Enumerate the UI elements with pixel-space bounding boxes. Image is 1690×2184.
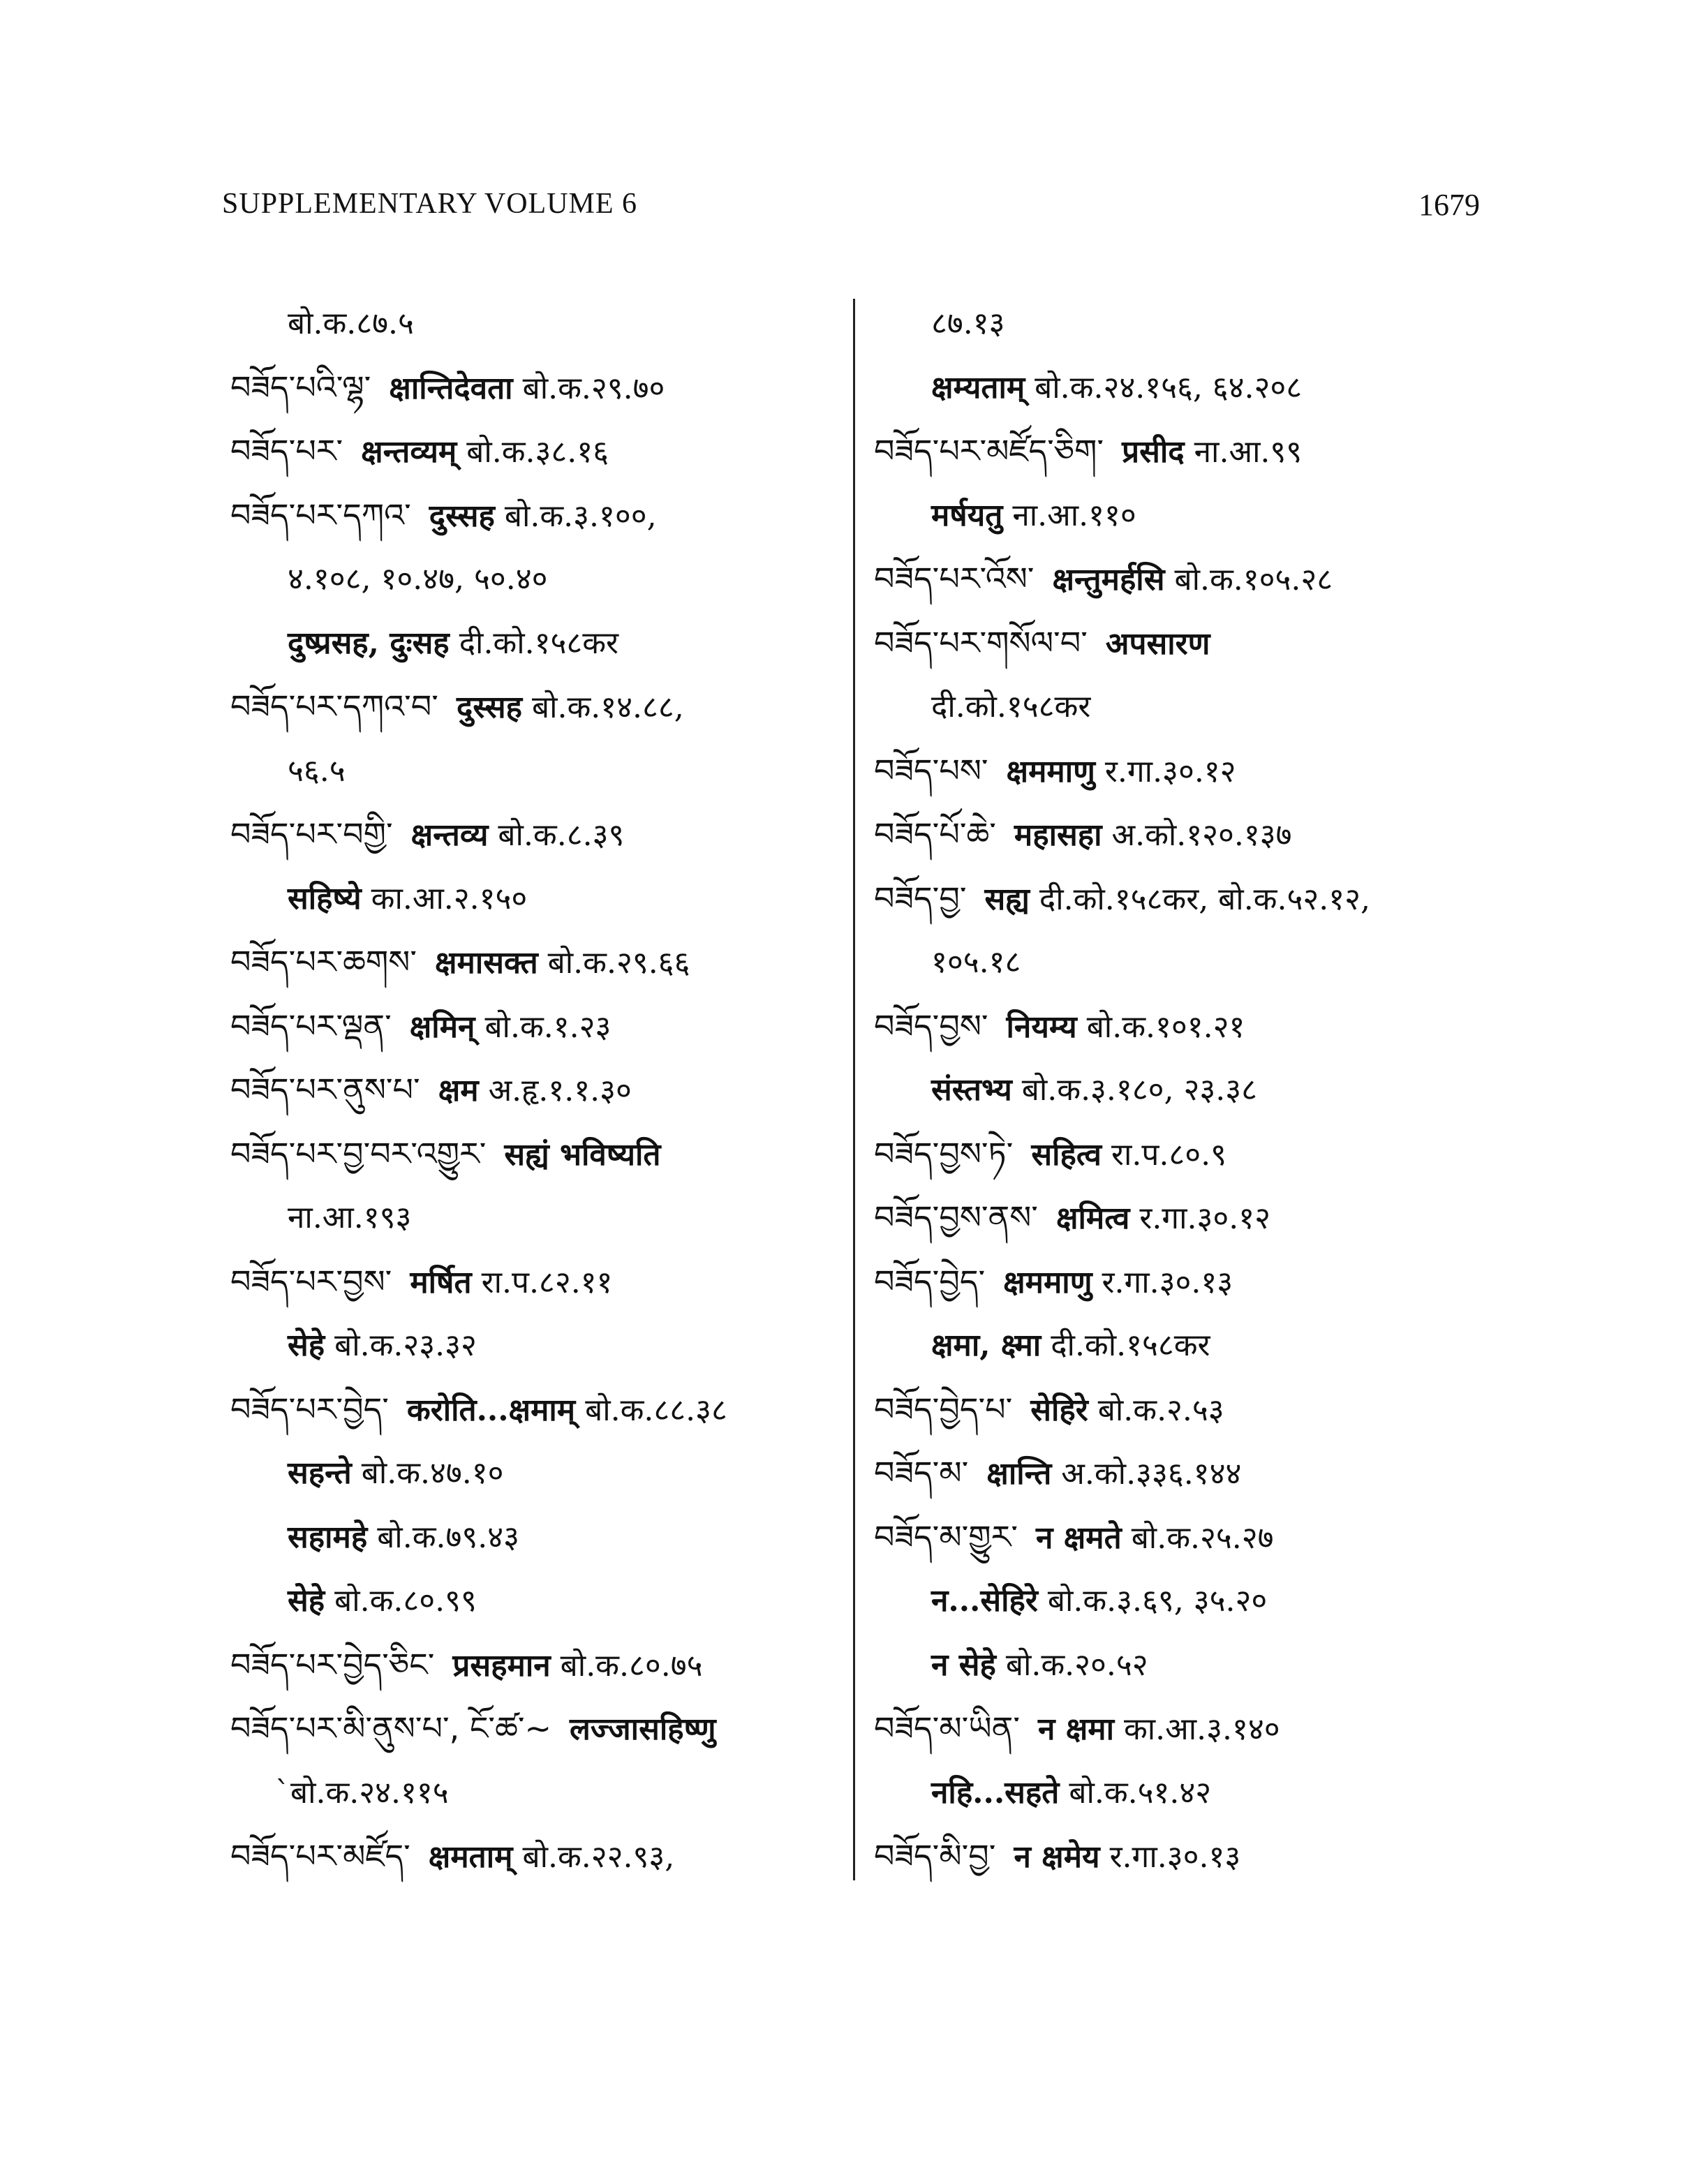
- dictionary-entry: [874, 995, 1488, 1059]
- sanskrit-equivalent: न...सेहिरे: [931, 1583, 1038, 1619]
- sanskrit-equivalent: मर्षयतु: [931, 497, 1003, 533]
- source-reference: बो.क.२.५३: [1097, 1392, 1224, 1428]
- source-reference: ४.१०८, १०.४७, ५०.४०: [288, 561, 548, 597]
- tibetan-headword: བཟོད་བྱས་ནས་: [874, 1198, 1038, 1236]
- source-reference: दी.को.१५८कर, बो.क.५२.१२,: [1039, 881, 1370, 917]
- sanskrit-equivalent: न क्षमा: [1037, 1711, 1114, 1747]
- source-reference: बो.क.३८.१६: [466, 434, 609, 470]
- dictionary-entry: [874, 867, 1488, 931]
- tibetan-headword: བཟོད་པར་བྱེད་ཅིང་: [230, 1645, 435, 1684]
- entry-continuation: [874, 356, 1488, 420]
- source-reference: बो.क.२५.२७: [1131, 1520, 1274, 1556]
- entry-continuation: [874, 484, 1488, 548]
- source-reference: बो.क.८०.९९: [334, 1583, 477, 1619]
- dictionary-entry: [874, 803, 1488, 867]
- dictionary-entry: [230, 1697, 845, 1761]
- dictionary-entry: [874, 1250, 1488, 1314]
- tibetan-headword: བཟོད་བྱས་: [874, 1006, 988, 1045]
- sanskrit-equivalent: क्षन्तव्यम्: [361, 434, 457, 470]
- source-reference: `बो.क.२४.११५: [275, 1774, 449, 1811]
- sanskrit-equivalent: सहामहे: [288, 1519, 368, 1555]
- entry-continuation: [230, 547, 845, 611]
- dictionary-entry: [874, 739, 1488, 803]
- source-reference: अ.को.१२०.१३७: [1111, 817, 1292, 853]
- sanskrit-equivalent: क्षमासक्त: [434, 945, 538, 981]
- source-reference: बो.क.४७.१०: [361, 1455, 504, 1491]
- dictionary-entry: [874, 1378, 1488, 1442]
- tibetan-headword: བཟོད་པར་ཆགས་: [230, 943, 417, 981]
- source-reference: बो.क.२०.५२: [1005, 1647, 1148, 1683]
- source-reference: दी.को.१५८कर: [459, 625, 619, 661]
- entry-continuation: [230, 1441, 845, 1506]
- sanskrit-equivalent: क्षमा, क्ष्मा: [931, 1328, 1042, 1363]
- running-title: SUPPLEMENTARY VOLUME 6: [222, 188, 638, 220]
- dictionary-entry: [874, 1506, 1488, 1570]
- tibetan-headword: བཟོད་པོ་ཆེ་: [874, 815, 996, 853]
- entry-continuation: [874, 675, 1488, 739]
- source-reference: रा.प.८०.९: [1111, 1136, 1226, 1173]
- sanskrit-equivalent: न सेहे: [931, 1647, 996, 1683]
- tibetan-headword: བཟོད་མ་ཡིན་: [874, 1709, 1020, 1747]
- tibetan-headword: བཟོད་པར་བྱས་: [230, 1262, 392, 1300]
- source-reference: ना.आ.९९: [1194, 434, 1303, 470]
- source-reference: बो.क.८.३९: [498, 817, 625, 853]
- sanskrit-equivalent: दुष्प्रसह, दुःसह: [288, 625, 450, 661]
- sanskrit-equivalent: सेहिरे: [1030, 1392, 1088, 1428]
- dictionary-entry: [874, 1122, 1488, 1187]
- source-reference: अ.हृ.१.१.३०: [488, 1073, 632, 1108]
- source-reference: बो.क.२९.७०: [522, 370, 665, 406]
- sanskrit-equivalent: क्षमताम्: [428, 1839, 513, 1875]
- source-reference: बो.क.८८.३८: [585, 1392, 727, 1428]
- source-reference: बो.क.३.१००,: [504, 498, 657, 534]
- sanskrit-equivalent: संस्तभ्य: [931, 1072, 1012, 1108]
- source-reference: र.गा.३०.१३: [1109, 1839, 1241, 1875]
- dictionary-entry: [230, 995, 845, 1059]
- source-reference: बो.क.१०५.२८: [1174, 562, 1333, 597]
- source-reference: ना.आ.११०: [1012, 497, 1136, 533]
- source-reference: बो.क.८७.५: [288, 306, 414, 341]
- sanskrit-equivalent: सह्यं भविष्यति: [504, 1136, 661, 1173]
- source-reference: बो.क.१४.८८,: [531, 690, 684, 725]
- column-divider: [853, 299, 855, 1880]
- entry-continuation: [874, 1314, 1488, 1378]
- tibetan-headword: བཟོད་མི་བྱ་: [874, 1837, 996, 1875]
- dictionary-entry: [230, 1122, 845, 1187]
- source-reference: का.आ.२.१५०: [371, 880, 528, 916]
- tibetan-headword: བཟོད་བྱེད་: [874, 1262, 986, 1300]
- source-reference: दी.को.१५८कर: [1051, 1328, 1210, 1363]
- sanskrit-equivalent: न क्षमते: [1036, 1520, 1122, 1556]
- dictionary-entry: [874, 419, 1488, 484]
- dictionary-entry: [230, 356, 845, 420]
- left-column: [230, 292, 845, 1889]
- sanskrit-equivalent: दुस्सह: [429, 498, 495, 534]
- entry-continuation: [874, 1761, 1488, 1825]
- sanskrit-equivalent: दुस्सह: [456, 690, 522, 725]
- sanskrit-equivalent: क्षममाणु: [1003, 1264, 1092, 1300]
- source-reference: ५६.५: [288, 752, 346, 789]
- tibetan-headword: བཟོད་པར་མི་ནུས་པ་, ངོ་ཚ་~: [230, 1709, 552, 1747]
- tibetan-headword: བཟོད་པར་བགྱི་: [230, 815, 393, 853]
- dictionary-entry: [874, 1697, 1488, 1761]
- source-reference: अ.को.३३६.१४४: [1061, 1456, 1242, 1492]
- dictionary-entry: [230, 419, 845, 484]
- dictionary-entry: [230, 1633, 845, 1698]
- tibetan-headword: བཟོད་བྱས་ཏེ་: [874, 1134, 1014, 1173]
- tibetan-headword: བཟོད་པར་ལྡན་: [230, 1006, 392, 1045]
- entry-continuation: [874, 930, 1488, 995]
- entry-continuation: [874, 1569, 1488, 1633]
- entry-continuation: [230, 1186, 845, 1250]
- source-reference: बो.क.५१.४२: [1069, 1774, 1212, 1811]
- source-reference: र.गा.३०.१२: [1104, 753, 1236, 789]
- source-reference: १०५.१८: [931, 944, 1021, 980]
- entry-continuation: [230, 739, 845, 803]
- source-reference: र.गा.३०.१२: [1139, 1201, 1270, 1236]
- sanskrit-equivalent: मर्षित: [410, 1264, 472, 1300]
- sanskrit-equivalent: करोति...क्षमाम्: [406, 1392, 576, 1428]
- source-reference: बो.क.३.६९, ३५.२०: [1047, 1583, 1268, 1619]
- source-reference: रा.प.८२.११: [481, 1264, 613, 1300]
- tibetan-headword: བཟོད་བྱེད་པ་: [874, 1390, 1013, 1428]
- tibetan-headword: བཟོད་པར་མཛོད་: [230, 1837, 410, 1875]
- sanskrit-equivalent: क्षम: [438, 1073, 479, 1108]
- dictionary-entry: [874, 1825, 1488, 1889]
- sanskrit-equivalent: क्षम्यताम्: [931, 369, 1025, 406]
- sanskrit-equivalent: लज्जासहिष्णु: [570, 1711, 716, 1747]
- sanskrit-equivalent: सहित्व: [1031, 1136, 1102, 1173]
- dictionary-entry: [874, 547, 1488, 611]
- dictionary-entry: [230, 1058, 845, 1122]
- tibetan-headword: བཟོད་པར་དཀའ་: [230, 496, 411, 534]
- sanskrit-equivalent: क्षमिन्: [409, 1009, 475, 1045]
- sanskrit-equivalent: प्रसीद: [1122, 434, 1185, 470]
- page-number: 1679: [1418, 188, 1480, 222]
- tibetan-headword: བཟོད་པར་ནུས་པ་: [230, 1071, 420, 1108]
- sanskrit-equivalent: क्षन्तुमर्हसि: [1052, 562, 1165, 597]
- entry-continuation: [874, 292, 1488, 356]
- sanskrit-equivalent: सेहे: [288, 1583, 325, 1619]
- dictionary-entry: [874, 611, 1488, 676]
- dictionary-entry: [230, 803, 845, 867]
- sanskrit-equivalent: महासहा: [1014, 817, 1102, 853]
- entry-continuation: [230, 1761, 845, 1825]
- source-reference: बो.क.२२.९३,: [522, 1839, 675, 1875]
- sanskrit-equivalent: प्रसहमान: [452, 1647, 551, 1684]
- tibetan-headword: བཟོད་པར་གསོལ་བ་: [874, 623, 1088, 662]
- dictionary-entry: [874, 1186, 1488, 1250]
- dictionary-entry: [230, 484, 845, 548]
- tibetan-headword: བཟོད་མ་གྱུར་: [874, 1517, 1018, 1556]
- dictionary-entry: [230, 1825, 845, 1889]
- sanskrit-equivalent: क्षान्तिदेवता: [389, 370, 513, 406]
- tibetan-headword: བཟོད་པར་དཀའ་བ་: [230, 688, 438, 725]
- entry-continuation: [230, 611, 845, 676]
- entry-continuation: [874, 1633, 1488, 1698]
- sanskrit-equivalent: क्षमित्व: [1055, 1201, 1130, 1236]
- source-reference: बो.क.७९.४३: [377, 1519, 519, 1555]
- tibetan-headword: བཟོད་པར་: [230, 432, 343, 470]
- source-reference: बो.क.२९.६६: [547, 945, 690, 981]
- dictionary-entry: [230, 930, 845, 995]
- tibetan-headword: བཟོད་པའི་ལྷ་: [230, 368, 371, 406]
- dictionary-entry: [874, 1441, 1488, 1506]
- source-reference: दी.को.१५८कर: [931, 689, 1091, 725]
- entry-continuation: [230, 867, 845, 931]
- source-reference: बो.क.१०१.२१: [1086, 1009, 1245, 1045]
- tibetan-headword: བཟོད་བྱ་: [874, 879, 967, 917]
- sanskrit-equivalent: सहिष्ये: [288, 880, 362, 916]
- entry-continuation: [874, 1058, 1488, 1122]
- tibetan-headword: བཟོད་པར་མཛོད་ཅིག་: [874, 432, 1104, 470]
- sanskrit-equivalent: न क्षमेय: [1014, 1839, 1100, 1875]
- entry-continuation: [230, 1506, 845, 1570]
- source-reference: र.गा.३०.१३: [1102, 1264, 1233, 1300]
- source-reference: बो.क.२४.१५६, ६४.२०८: [1035, 369, 1303, 406]
- tibetan-headword: བཟོད་པས་: [874, 751, 988, 789]
- sanskrit-equivalent: नहि...सहते: [931, 1774, 1060, 1811]
- sanskrit-equivalent: सेहे: [288, 1328, 325, 1363]
- dictionary-entry: [230, 675, 845, 739]
- right-column: [874, 292, 1488, 1889]
- sanskrit-equivalent: क्षममाणु: [1006, 753, 1095, 789]
- source-reference: ना.आ.१९३: [288, 1200, 412, 1235]
- sanskrit-equivalent: अपसारण: [1105, 625, 1210, 662]
- tibetan-headword: བཟོད་པར་བྱ་བར་འགྱུར་: [230, 1134, 487, 1173]
- tibetan-headword: བཟོད་མ་: [874, 1454, 969, 1492]
- tibetan-headword: བཟོད་པར་བྱེད་: [230, 1390, 389, 1428]
- source-reference: बो.क.१.२३: [484, 1009, 611, 1045]
- source-reference: ८७.१३: [931, 306, 1005, 341]
- sanskrit-equivalent: नियम्य: [1006, 1009, 1077, 1045]
- sanskrit-equivalent: क्षन्तव्य: [410, 817, 489, 853]
- source-reference: बो.क.३.१८०, २३.३८: [1021, 1072, 1258, 1108]
- source-reference: बो.क.८०.७५: [560, 1647, 703, 1684]
- sanskrit-equivalent: सह्य: [984, 881, 1030, 917]
- tibetan-headword: བཟོད་པར་འོས་: [874, 560, 1035, 597]
- dictionary-entry: [230, 1378, 845, 1442]
- entry-continuation: [230, 292, 845, 356]
- entry-continuation: [230, 1314, 845, 1378]
- sanskrit-equivalent: क्षान्ति: [986, 1456, 1052, 1492]
- entry-continuation: [230, 1569, 845, 1633]
- source-reference: का.आ.३.१४०: [1123, 1711, 1280, 1747]
- sanskrit-equivalent: सहन्ते: [288, 1455, 352, 1491]
- source-reference: बो.क.२३.३२: [334, 1328, 477, 1363]
- dictionary-entry: [230, 1250, 845, 1314]
